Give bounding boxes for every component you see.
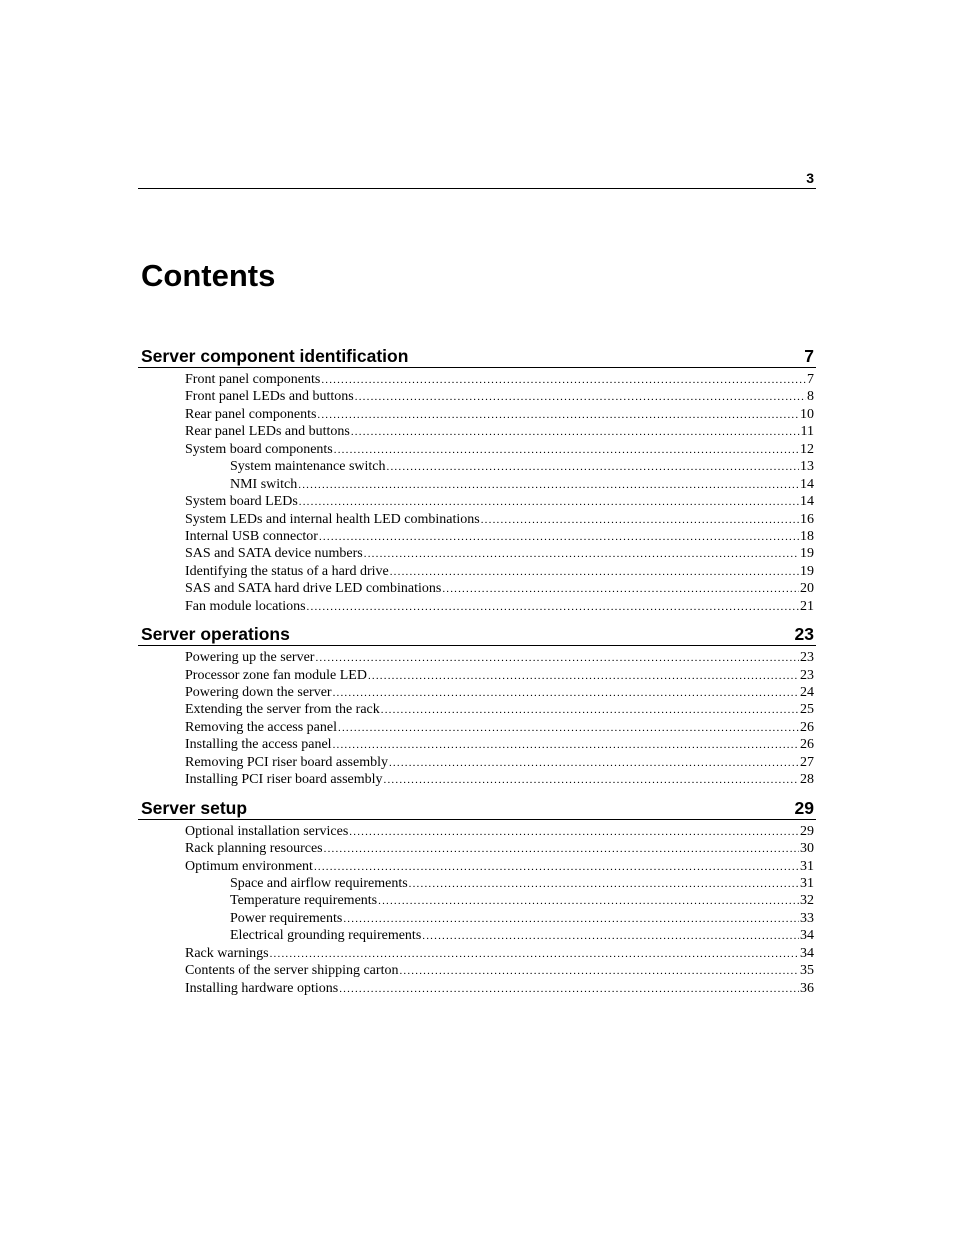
toc-entry-label: System maintenance switch	[230, 459, 386, 475]
toc-entry-label: Powering down the server	[185, 685, 332, 700]
toc-entry-page-number: 34	[800, 928, 814, 944]
toc-entry-page-number: 11	[800, 424, 814, 440]
toc-entry-label: Front panel components	[185, 372, 321, 387]
section-page-number: 7	[804, 346, 814, 366]
section-title: Server operations	[141, 624, 290, 645]
toc-entry-label: Processor zone fan module LED	[185, 667, 367, 683]
toc-entry-page-number: 8	[807, 389, 814, 405]
toc-entry[interactable]	[138, 649, 816, 666]
section-heading[interactable]	[138, 343, 816, 368]
dot-leader	[317, 407, 799, 423]
toc-entry[interactable]	[138, 754, 816, 771]
toc-entry-page-number: 25	[800, 702, 814, 718]
toc-entry[interactable]	[138, 980, 816, 997]
toc-entry-page-number: 19	[800, 546, 814, 562]
toc-entry-page-number: 13	[800, 459, 814, 475]
dot-leader	[307, 599, 799, 615]
toc-entry[interactable]	[138, 701, 816, 718]
toc-entry-page-number: 23	[800, 667, 814, 683]
dot-leader	[481, 512, 799, 528]
toc-entry[interactable]	[138, 927, 816, 944]
toc-entry[interactable]	[138, 910, 816, 927]
dot-leader	[389, 755, 799, 771]
toc-entry-label: Installing the access panel	[185, 737, 332, 753]
toc-entry[interactable]	[138, 840, 816, 857]
toc-entry[interactable]	[138, 892, 816, 909]
toc-entry-label: Removing PCI riser board assembly	[185, 754, 388, 770]
toc-entry-label: System board LEDs	[185, 494, 298, 510]
toc-entry[interactable]	[138, 736, 816, 753]
toc-section	[138, 795, 816, 997]
dot-leader	[364, 546, 799, 562]
dot-leader	[334, 442, 799, 458]
toc-entry-page-number: 34	[800, 945, 814, 961]
toc-entry-page-number: 31	[800, 875, 814, 891]
toc-entry-label: Rear panel LEDs and buttons	[185, 424, 350, 440]
toc-entry-page-number: 16	[800, 511, 814, 527]
dot-leader	[422, 928, 799, 944]
dot-leader	[399, 963, 799, 979]
toc-entry-label: Internal USB connector	[185, 528, 318, 544]
toc-entry-label: Rear panel components	[185, 406, 317, 422]
toc-entry-page-number: 20	[800, 581, 814, 597]
toc-entry-list	[138, 646, 816, 789]
toc-entry-label: Space and airflow requirements	[230, 875, 408, 891]
dot-leader	[355, 389, 806, 405]
toc-entry-page-number: 32	[800, 893, 814, 909]
toc-entry-label: Electrical grounding requirements	[230, 928, 422, 944]
toc-entry-label: Removing the access panel	[185, 719, 338, 735]
toc-entry-page-number: 31	[800, 858, 814, 874]
page-number: 3	[806, 170, 814, 186]
toc-entry-page-number: 24	[800, 685, 814, 700]
toc-entry-page-number: 28	[800, 772, 814, 788]
toc-entry-page-number: 29	[800, 823, 814, 839]
page-title: Contents	[141, 258, 276, 293]
toc-entry-label: Fan module locations	[185, 598, 306, 614]
section-page-number: 29	[794, 797, 814, 818]
toc-entry-page-number: 10	[800, 406, 814, 422]
toc-entry-page-number: 21	[800, 598, 814, 614]
toc-entry-list	[138, 820, 816, 997]
toc-entry[interactable]	[138, 423, 816, 440]
toc-entry-page-number: 27	[800, 754, 814, 770]
toc-entry[interactable]	[138, 493, 816, 510]
toc-entry-label: Installing PCI riser board assembly	[185, 772, 383, 788]
toc-entry[interactable]	[138, 684, 816, 701]
toc-entry-label: Installing hardware options	[185, 980, 339, 996]
dot-leader	[409, 876, 799, 892]
toc-entry-list	[138, 368, 816, 615]
dot-leader	[378, 893, 799, 909]
dot-leader	[387, 459, 799, 475]
toc-entry[interactable]	[138, 598, 816, 615]
dot-leader	[333, 685, 799, 701]
toc-entry[interactable]	[138, 875, 816, 892]
toc-entry-label: Powering up the server	[185, 650, 315, 666]
dot-leader	[384, 772, 799, 788]
dot-leader	[390, 564, 799, 580]
toc-entry[interactable]	[138, 962, 816, 979]
toc-entry-label: System board components	[185, 441, 333, 457]
toc-section	[138, 621, 816, 789]
dot-leader	[298, 477, 799, 493]
toc-entry-label: Rack planning resources	[185, 841, 323, 857]
dot-leader	[324, 841, 799, 857]
section-heading[interactable]	[138, 621, 816, 646]
toc-entry[interactable]	[138, 511, 816, 528]
dot-leader	[333, 737, 799, 753]
toc-entry-label: SAS and SATA hard drive LED combinations	[185, 581, 442, 597]
toc-entry-page-number: 33	[800, 910, 814, 926]
toc-entry[interactable]	[138, 441, 816, 458]
dot-leader	[299, 494, 799, 510]
section-page-number: 23	[794, 624, 814, 645]
dot-leader	[381, 702, 799, 718]
toc-entry-label: Temperature requirements	[230, 893, 378, 909]
toc-entry-page-number: 26	[800, 719, 814, 735]
toc-entry-label: NMI switch	[230, 476, 298, 492]
toc-entry-label: Identifying the status of a hard drive	[185, 563, 389, 579]
toc-entry[interactable]	[138, 858, 816, 875]
toc-entry-page-number: 14	[800, 494, 814, 510]
toc-section	[138, 343, 816, 615]
dot-leader	[368, 668, 799, 684]
toc-entry[interactable]	[138, 406, 816, 423]
toc-entry[interactable]	[138, 823, 816, 840]
toc-entry-page-number: 30	[800, 841, 814, 857]
toc-entry[interactable]	[138, 388, 816, 405]
toc-entry[interactable]	[138, 945, 816, 962]
dot-leader	[314, 859, 799, 875]
toc-entry-page-number: 26	[800, 737, 814, 753]
dot-leader	[339, 981, 799, 997]
toc-entry-label: Optional installation services	[185, 823, 349, 839]
section-heading[interactable]	[138, 795, 816, 820]
toc-entry[interactable]	[138, 371, 816, 388]
toc-entry[interactable]	[138, 771, 816, 788]
dot-leader	[442, 581, 799, 597]
dot-leader	[338, 720, 799, 736]
header-rule	[138, 188, 816, 189]
toc-entry[interactable]	[138, 458, 816, 475]
toc-entry[interactable]	[138, 719, 816, 736]
section-title: Server component identification	[141, 346, 409, 366]
table-of-contents	[138, 343, 816, 1003]
dot-leader	[351, 424, 800, 440]
toc-entry[interactable]	[138, 545, 816, 562]
toc-entry-label: Front panel LEDs and buttons	[185, 389, 354, 405]
toc-entry[interactable]	[138, 476, 816, 493]
toc-entry-label: System LEDs and internal health LED combinations	[185, 511, 480, 527]
toc-entry-label: Extending the server from the rack	[185, 702, 380, 718]
toc-entry-label: Optimum environment	[185, 858, 313, 874]
dot-leader	[321, 372, 806, 388]
dot-leader	[349, 824, 799, 840]
dot-leader	[319, 529, 799, 545]
toc-entry[interactable]	[138, 667, 816, 684]
toc-entry-page-number: 7	[807, 372, 814, 387]
toc-entry-page-number: 23	[800, 650, 814, 666]
toc-entry-label: Contents of the server shipping carton	[185, 963, 399, 979]
section-title: Server setup	[141, 797, 248, 818]
dot-leader	[343, 911, 799, 927]
toc-entry-page-number: 12	[800, 441, 814, 457]
toc-entry-page-number: 35	[800, 963, 814, 979]
toc-entry[interactable]	[138, 528, 816, 545]
toc-entry-label: SAS and SATA device numbers	[185, 546, 363, 562]
toc-entry[interactable]	[138, 563, 816, 580]
toc-entry-page-number: 14	[800, 476, 814, 492]
toc-entry-label: Rack warnings	[185, 945, 269, 961]
toc-entry-page-number: 18	[800, 528, 814, 544]
dot-leader	[270, 946, 799, 962]
toc-entry[interactable]	[138, 580, 816, 597]
dot-leader	[315, 650, 799, 666]
toc-entry-page-number: 19	[800, 563, 814, 579]
toc-entry-label: Power requirements	[230, 910, 343, 926]
toc-entry-page-number: 36	[800, 980, 814, 996]
